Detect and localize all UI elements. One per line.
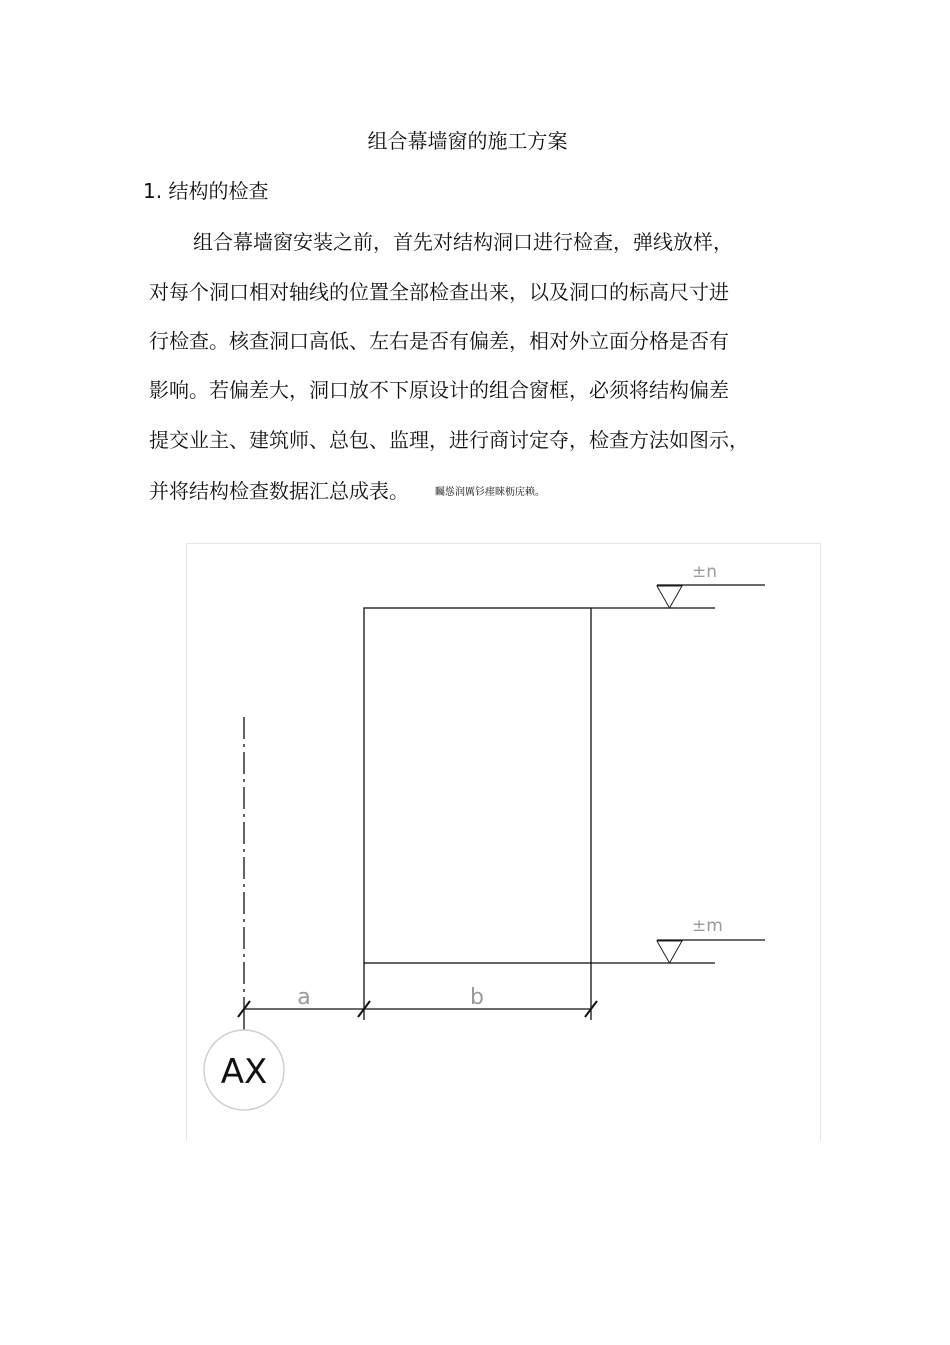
bottom-level-label: ±m xyxy=(692,916,723,936)
dim-a-label: a xyxy=(297,985,311,1010)
paragraph-line-6 xyxy=(149,476,545,508)
opening-outline xyxy=(364,608,591,963)
paragraph-line-1 xyxy=(193,227,733,257)
paragraph-line-5-text: 提交业主、建筑师、总包、监理，进行商讨定夺，检查方法如图示， xyxy=(149,428,749,452)
paragraph-line-3-text: 行检查。核查洞口高低、左右是否有偏差，相对外立面分格是否有 xyxy=(149,329,729,353)
top-level-label: ±n xyxy=(692,562,718,582)
dim-b-label: b xyxy=(470,985,484,1010)
bottom-level-triangle xyxy=(657,941,682,963)
inspection-figure xyxy=(186,543,821,1141)
paragraph-line-2 xyxy=(149,277,729,307)
section-heading: 1. 结构的检查 xyxy=(143,179,269,203)
paragraph-line-2-text: 对每个洞口相对轴线的位置全部检查出来，以及洞口的标高尺寸进 xyxy=(149,280,729,304)
page-title: 组合幕墙窗的施工方案 xyxy=(367,129,568,153)
paragraph-line-6-text: 并将结构检查数据汇总成表。 xyxy=(149,479,409,503)
paragraph-line-4 xyxy=(149,375,729,405)
garbled-note: 矚慫润厲钐瘗睞枥庑赖。 xyxy=(435,487,545,498)
axis-label: AX xyxy=(220,1052,268,1092)
paragraph-line-1-text: 组合幕墙窗安装之前，首先对结构洞口进行检查，弹线放样， xyxy=(193,230,733,254)
paragraph-line-4-text: 影响。若偏差大，洞口放不下原设计的组合窗框，必须将结构偏差 xyxy=(149,378,729,402)
top-level-triangle xyxy=(657,586,682,608)
paragraph-line-3 xyxy=(149,326,729,356)
paragraph-line-5 xyxy=(149,425,749,455)
inspection-diagram xyxy=(187,544,820,1141)
